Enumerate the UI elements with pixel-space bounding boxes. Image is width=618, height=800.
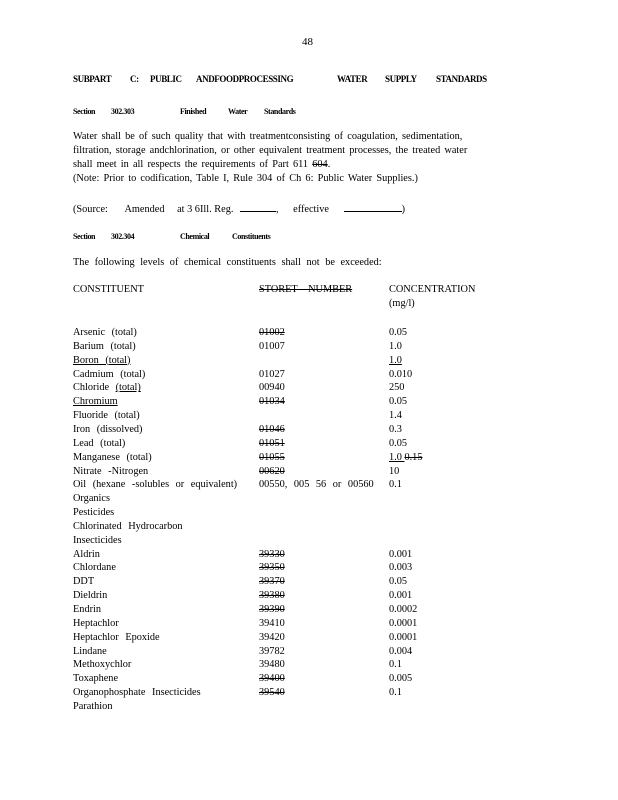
constituent-name: Heptachlor Epoxide [73, 631, 160, 643]
table-row [0, 368, 618, 382]
storet-number: 01027 [259, 368, 285, 380]
table-row [0, 686, 618, 700]
section-303-word-finished: Finished [180, 107, 207, 116]
constituent-name: Organics [73, 493, 110, 505]
constituent-name: Endrin [73, 604, 102, 615]
constituent-name: Chlorinated Hydrocarbon [73, 520, 183, 532]
table-row [0, 534, 618, 548]
concentration-value: 0.010 [389, 368, 413, 380]
concentration-value: 1.0 [389, 354, 402, 366]
table-row [0, 631, 618, 645]
storet-number: 00620 [259, 465, 285, 477]
storet-number: 39480 [259, 659, 285, 671]
table-row [0, 437, 618, 451]
table-row [0, 506, 618, 520]
table-row [0, 520, 618, 534]
section-303-number: 302.303 [111, 107, 135, 116]
table-row [0, 381, 618, 395]
concentration-value: 0.05 [389, 327, 408, 338]
storet-number: 01051 [259, 437, 285, 449]
para-line-3-text: shall meet in all respects the requirements of Part 611 [73, 159, 313, 170]
source-effective: effective [293, 204, 329, 215]
constituent-name: Barium (total) [73, 340, 136, 352]
col-header-units: (mg/l) [389, 298, 415, 309]
para-line-3 [73, 159, 330, 170]
source-effective-blank [344, 201, 402, 212]
storet-number: 01034 [259, 396, 285, 408]
concentration-value [389, 451, 422, 465]
table-row [0, 658, 618, 672]
concentration-value: 250 [389, 382, 405, 394]
storet-number: 39380 [259, 590, 285, 602]
concentration-value: 0.0002 [389, 604, 418, 615]
table-row [0, 548, 618, 562]
concentration-value: 0.0001 [389, 617, 418, 629]
col-header-concentration: CONCENTRATION [389, 284, 476, 295]
concentration-value: 1.4 [389, 410, 402, 422]
source-open: (Source: [73, 204, 108, 215]
subpart-word-supply: SUPPLY [385, 74, 417, 84]
table-row [0, 589, 618, 603]
constituent-name: DDT [73, 576, 95, 588]
concentration-value: 0.004 [389, 645, 413, 657]
table-row [0, 465, 618, 479]
constituent-name: Lead (total) [73, 437, 126, 449]
constituent-name [73, 381, 141, 395]
subpart-label: SUBPART [73, 74, 112, 84]
constituent-name: Chromium [73, 396, 118, 408]
storet-number: 39540 [259, 687, 285, 699]
concentration-value: 0.1 [389, 479, 402, 491]
section-304-number: 302.304 [111, 232, 135, 241]
table-row [0, 575, 618, 589]
concentration-value: 0.001 [389, 548, 413, 560]
constituent-name: Insecticides [73, 534, 122, 546]
concentration-value: 0.1 [389, 659, 402, 671]
table-row [0, 340, 618, 354]
col-header-constituent: CONSTITUENT [73, 284, 144, 295]
para-line-1: Water shall be of such quality that with treatmentconsisting of coagulation, sedimentation, [73, 131, 463, 142]
constituent-name: Chlordane [73, 562, 116, 574]
storet-number: 39390 [259, 604, 285, 615]
constituent-name: Oil (hexane -solubles or equivalent) [73, 479, 238, 491]
concentration-value: 0.05 [389, 396, 408, 408]
constituent-name-underlined: (total) [115, 382, 141, 394]
table-row [0, 478, 618, 492]
source-close: ) [401, 204, 405, 215]
storet-number: 39782 [259, 645, 285, 657]
col-header-storet: STORET NUMBER [259, 284, 353, 295]
intro-sentence: The following levels of chemical constituents shall not be exceeded: [73, 257, 382, 268]
constituent-name: Pesticides [73, 507, 115, 519]
constituent-name: Dieldrin [73, 590, 108, 602]
constituent-name: Heptachlor [73, 617, 119, 629]
table-row [0, 395, 618, 409]
storet-number: 39370 [259, 576, 285, 588]
table-row [0, 354, 618, 368]
constituent-name: Parathion [73, 700, 113, 712]
section-304-word-constituents: Constituents [232, 232, 271, 241]
page-number: 48 [302, 36, 313, 48]
constituent-name: Lindane [73, 645, 107, 657]
constituent-name: Aldrin [73, 548, 100, 560]
source-at: at 3 6Ill. Reg. [177, 204, 234, 215]
table-row [0, 423, 618, 437]
storet-number: 39400 [259, 673, 285, 685]
para-note: (Note: Prior to codification, Table I, Rule 304 of Ch 6: Public Water Supplies.) [73, 173, 418, 184]
section-303-word-standards: Standards [264, 107, 296, 116]
source-line [73, 201, 405, 215]
concentration-value: 10 [389, 465, 400, 477]
subpart-word-standards: STANDARDS [436, 74, 487, 84]
para-line-3-end: . [327, 159, 331, 170]
constituent-name: Organophosphate Insecticides [73, 687, 201, 699]
section-303-label: Section [73, 107, 96, 116]
constituent-name: Boron (total) [73, 354, 131, 366]
table-row [0, 617, 618, 631]
table-row [0, 492, 618, 506]
storet-number: 39420 [259, 631, 285, 643]
concentration-value: 0.05 [389, 576, 408, 588]
concentration-value: 0.005 [389, 673, 413, 685]
storet-number: 39410 [259, 617, 285, 629]
subpart-word-water: WATER [337, 74, 368, 84]
constituent-name: Fluoride (total) [73, 410, 140, 422]
concentration-new: 1.0 [389, 451, 405, 463]
concentration-value: 0.003 [389, 562, 413, 574]
source-comma: , [276, 204, 279, 215]
constituent-name: Nitrate -Nitrogen [73, 465, 149, 477]
section-304-word-chemical: Chemical [180, 232, 210, 241]
source-reg-blank [240, 201, 276, 212]
concentration-value: 1.0 [389, 340, 402, 352]
table-row [0, 326, 618, 340]
section-304-label: Section [73, 232, 96, 241]
storet-number: 00550, 005 56 or 00560 [259, 479, 374, 491]
constituent-name: Manganese (total) [73, 451, 152, 463]
source-amended: Amended [124, 204, 165, 215]
concentration-struck: 0.15 [404, 451, 423, 463]
concentration-value: 0.1 [389, 687, 402, 699]
table-row [0, 561, 618, 575]
constituent-name: Iron (dissolved) [73, 423, 143, 435]
constituent-name: Arsenic (total) [73, 327, 137, 338]
concentration-value: 0.0001 [389, 631, 418, 643]
storet-number: 39330 [259, 548, 285, 560]
constituent-name: Methoxychlor [73, 659, 132, 671]
para-line-2: filtration, storage andchlorination, or other equivalent treatment processes, the treated water [73, 145, 468, 156]
table-row [0, 409, 618, 423]
subpart-word-public: PUBLIC [150, 74, 182, 84]
concentration-value: 0.001 [389, 590, 413, 602]
storet-number: 01046 [259, 423, 285, 435]
table-row [0, 645, 618, 659]
section-303-word-water: Water [228, 107, 248, 116]
subpart-word-foodprocessing: ANDFOODPROCESSING [196, 74, 294, 84]
storet-number: 01002 [259, 327, 285, 338]
table-row [0, 603, 618, 617]
storet-number: 01007 [259, 340, 285, 352]
concentration-value: 0.05 [389, 437, 408, 449]
table-row [0, 700, 618, 714]
constituent-name-text: Chloride [73, 382, 116, 394]
concentration-value: 0.3 [389, 423, 402, 435]
storet-number: 39350 [259, 562, 285, 574]
table-row [0, 451, 618, 465]
subpart-code: C: [130, 74, 139, 84]
table-row [0, 672, 618, 686]
storet-number: 01055 [259, 451, 285, 463]
constituent-name: Toxaphene [73, 673, 119, 685]
storet-number: 00940 [259, 382, 285, 394]
para-struck-604: 604 [312, 159, 328, 170]
constituent-name: Cadmium (total) [73, 368, 146, 380]
